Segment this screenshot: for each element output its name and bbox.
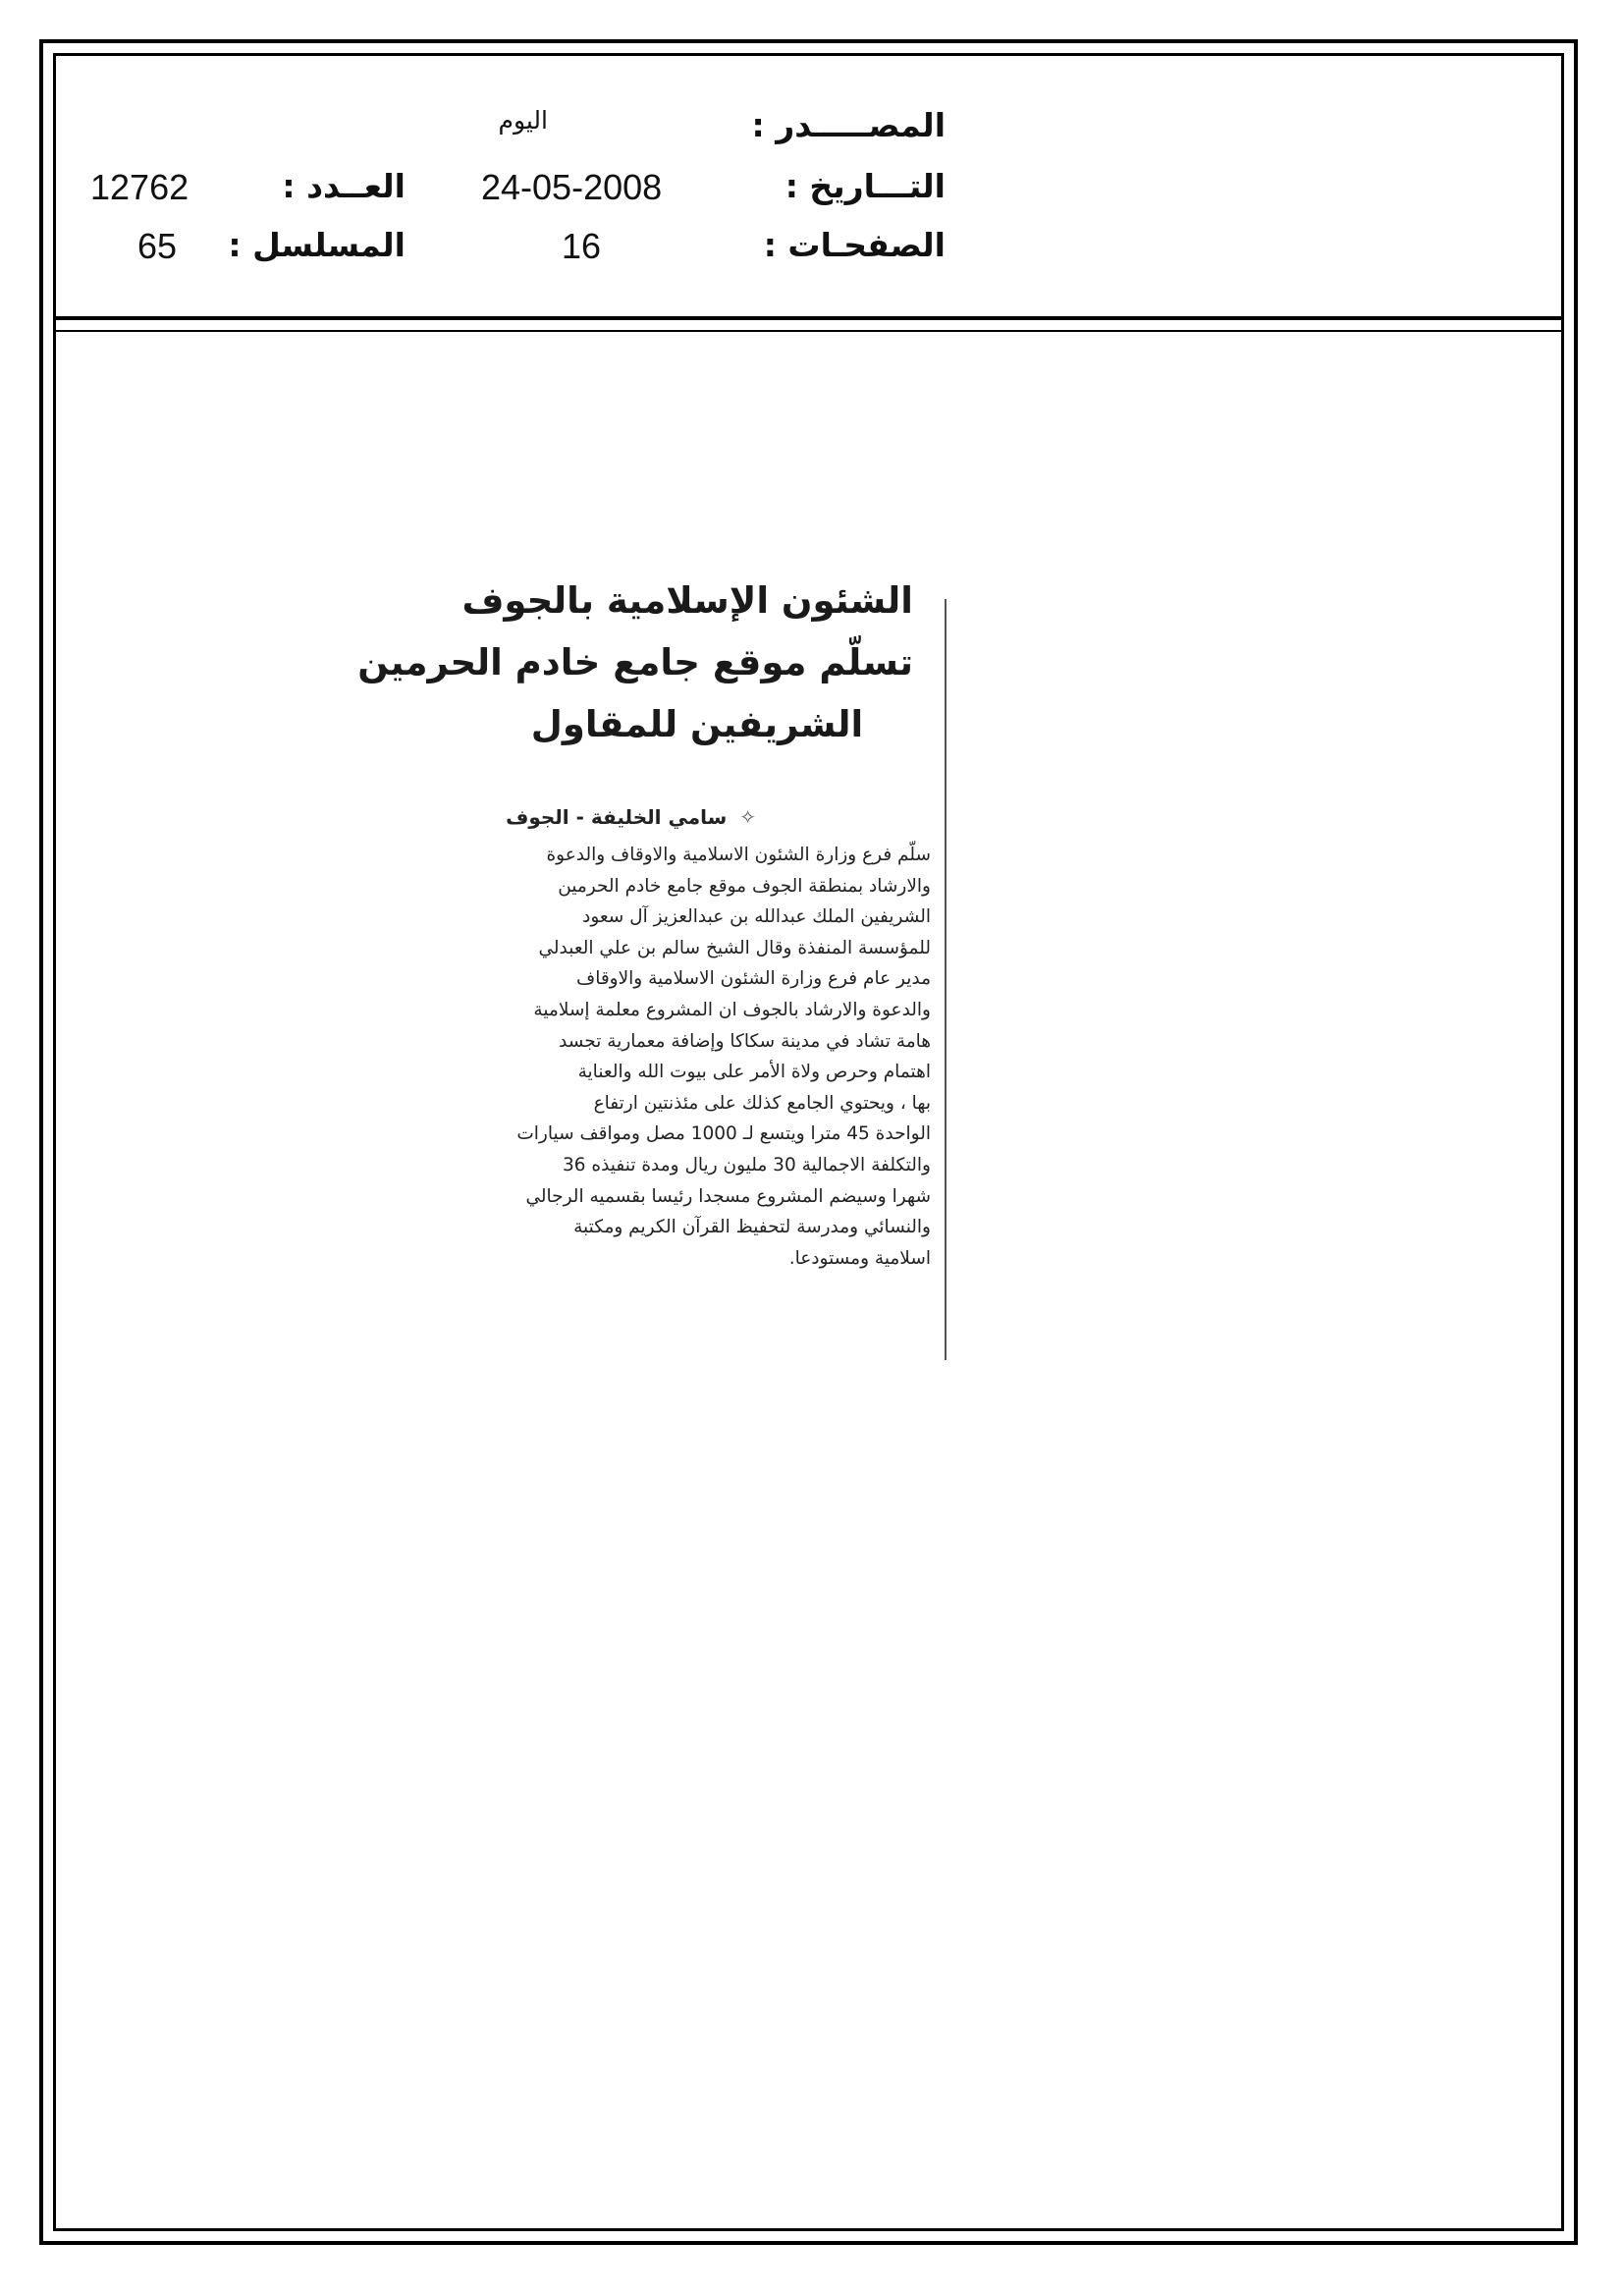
body-line: الشريفين الملك عبدالله بن عبدالعزيز آل سعود — [582, 906, 931, 928]
body-line: سلّم فرع وزارة الشئون الاسلامية والاوقاف والدعوة — [546, 845, 931, 865]
issue-value: 12762 — [90, 167, 189, 207]
body-line: اسلامية ومستودعا. — [788, 1247, 931, 1269]
pages-label: الصفحـات : — [763, 226, 946, 264]
source-label: المصـــــدر : — [751, 106, 946, 144]
source-value: اليوم — [498, 106, 548, 135]
headline-line: الشريفين للمقاول — [530, 703, 864, 745]
body-line: والتكلفة الاجمالية 30 مليون ريال ومدة تنفيذه 36 — [562, 1154, 931, 1175]
body-line: بها ، ويحتوي الجامع كذلك على مئذنتين ارتفاع — [593, 1092, 931, 1114]
serial-value: 65 — [137, 226, 178, 266]
serial-label: المسلسل : — [228, 226, 406, 264]
column-rule — [945, 599, 947, 1360]
date-label: التـــاريخ : — [784, 167, 946, 205]
body-line: الواحدة 45 مترا ويتسع لـ 1000 مصل ومواقف سيارات — [516, 1123, 931, 1145]
article-headline — [357, 570, 913, 755]
article-body — [474, 840, 931, 1274]
header-divider — [53, 316, 1564, 320]
body-line: والنسائي ومدرسة لتحفيظ القرآن الكريم ومكتبة — [573, 1217, 931, 1238]
pages-value: 16 — [562, 226, 602, 266]
body-line: مدير عام فرع وزارة الشئون الاسلامية والاوقاف — [576, 968, 931, 990]
body-line: هامة تشاد في مدينة سكاكا وإضافة معمارية تجسد — [559, 1030, 931, 1052]
headline-line: الشئون الإسلامية بالجوف — [461, 579, 913, 622]
body-line: شهرا وسيضم المشروع مسجدا رئيسا بقسميه الرجالي — [525, 1185, 931, 1207]
body-line: اهتمام وحرص ولاة الأمر على بيوت الله والعناية — [577, 1062, 931, 1083]
issue-label: العــدد : — [282, 167, 406, 205]
header-divider-thin — [53, 330, 1564, 332]
date-value: 24-05-2008 — [481, 167, 663, 207]
headline-line: تسلّم موقع جامع خادم الحرمين — [357, 641, 913, 683]
body-line: والدعوة والارشاد بالجوف ان المشروع معلمة إسلامية — [533, 999, 931, 1020]
article-byline — [481, 805, 913, 829]
body-line: للمؤسسة المنفذة وقال الشيخ سالم بن علي العبدلي — [538, 937, 931, 958]
body-line: والارشاد بمنطقة الجوف موقع جامع خادم الحرمين — [558, 875, 931, 897]
byline-mark-icon: ✧ — [739, 805, 756, 829]
byline-text: سامي الخليفة - الجوف — [506, 805, 728, 829]
news-clipping — [357, 570, 952, 1355]
